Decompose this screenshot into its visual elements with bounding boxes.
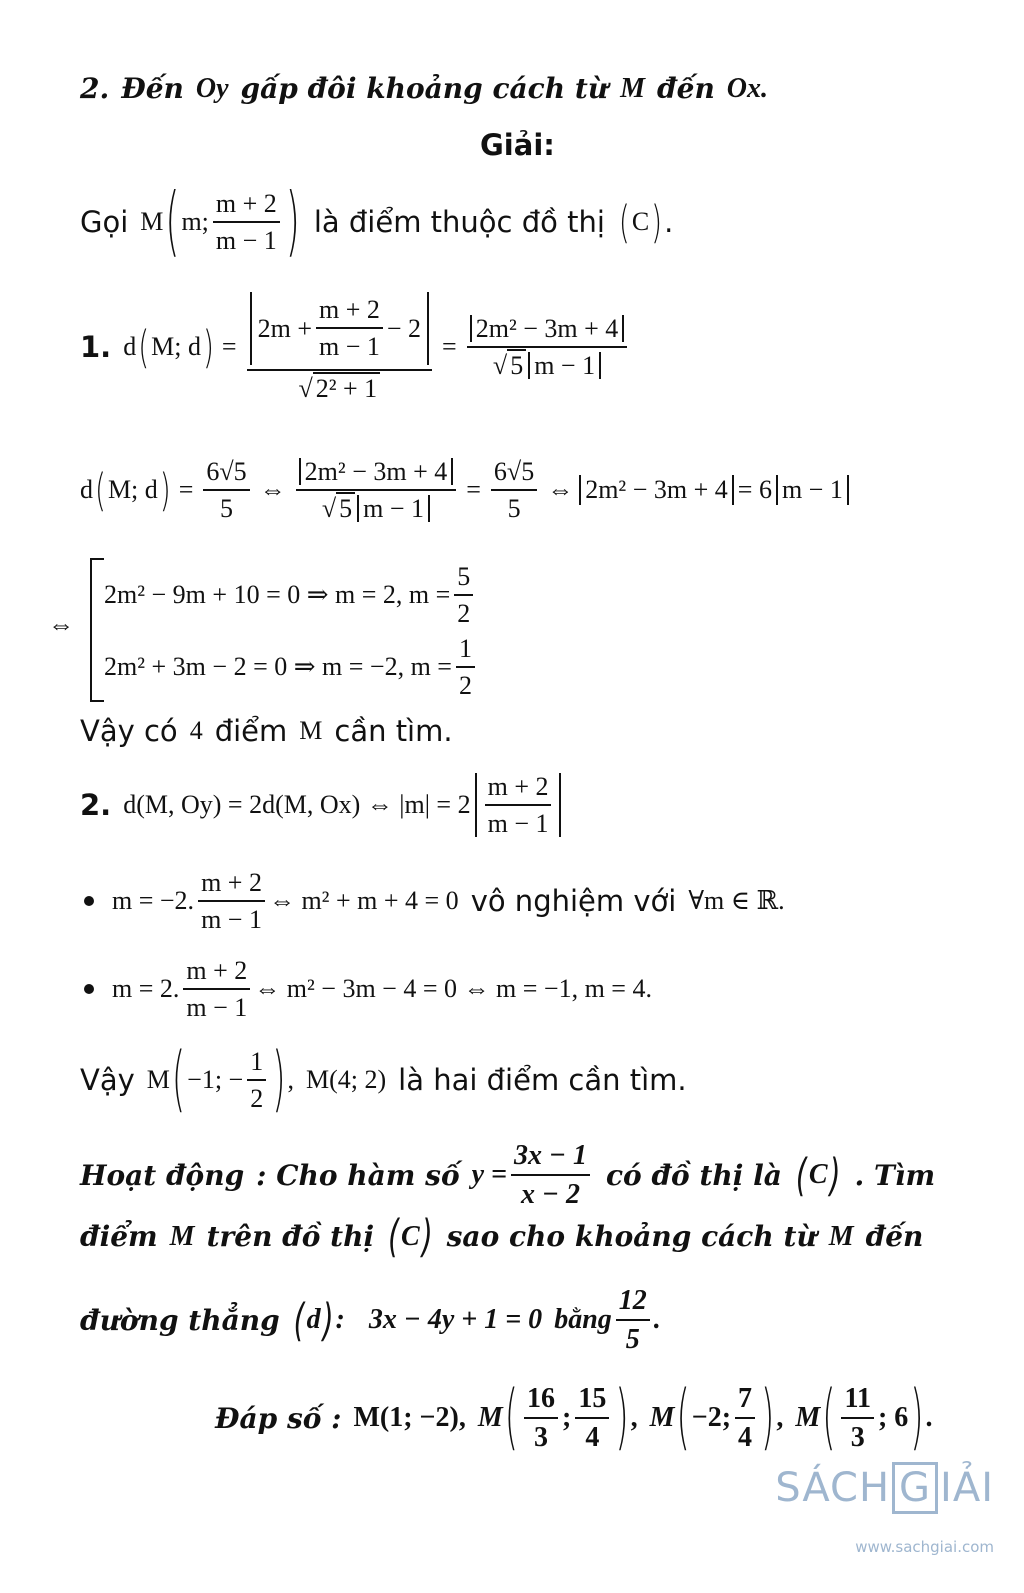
solution-label: Giải: bbox=[480, 128, 555, 162]
heading-text-3: đến bbox=[657, 72, 715, 105]
intro-line: Gọi M ( m; $\frac{m + 2}{m - 1}$ ) là điểm thuộc đồ thị ( C ) . bbox=[80, 178, 674, 266]
value-fraction-2: $\frac{6√5}{5}$ bbox=[491, 458, 537, 523]
activity-line-2: điểm M trên đồ thị ( C ) sao cho khoảng cách từ M đến bbox=[80, 1210, 924, 1263]
activity-line-1: Hoạt động : Cho hàm số y = $\frac{3x - 1}{x - 2}$ có đồ thị là ( C ) . Tìm bbox=[80, 1139, 936, 1210]
conclusion-2: Vậy M ( −1; − $\frac{1}{2}$ ) , M(4; 2) là hai điểm cần tìm. bbox=[80, 1038, 687, 1122]
part1-fraction: 2m + $\frac{m + 2}{m - 1}$ − 2 √ 2² + 1 bbox=[247, 292, 432, 402]
eq2-fraction: $\frac{\text{2m² − 3m + 4}}{√ 5 m - 1}$ bbox=[296, 458, 457, 523]
heading-m: M bbox=[620, 72, 646, 104]
heading-ox: Ox. bbox=[726, 72, 769, 104]
watermark-url: www.sachgiai.com bbox=[855, 1538, 994, 1556]
bullet-1: m = −2. $\frac{m + 2}{m - 1}$ ⇔ m² + m + 4 = 0 vô nghiệm với ∀m ∈ ℝ. bbox=[84, 864, 785, 938]
system-bracket bbox=[90, 558, 104, 702]
part2-equation: 2. d(M, Oy) = 2d(M, Ox) ⇔ |m| = 2 $\frac{m + 2}{m - 1}$ bbox=[80, 762, 561, 848]
value-fraction-1: $\frac{6√5}{5}$ bbox=[203, 458, 249, 523]
heading-text-2: gấp đôi khoảng cách từ bbox=[240, 72, 609, 105]
bullet-icon bbox=[84, 984, 94, 994]
heading-number: 2. bbox=[80, 72, 110, 105]
section-heading bbox=[80, 72, 768, 105]
bullet-icon bbox=[84, 896, 94, 906]
heading-oy: Oy bbox=[195, 72, 229, 104]
system-iff: ⇔ bbox=[48, 610, 74, 639]
part1-rhs-fraction: $\frac{\text{2m² − 3m + 4}}{√ 5 m - 1}$ bbox=[467, 315, 628, 380]
part1-distance: 1. d ( M; d ) = 2m + $\frac{m + 2}{m - 1}$ − 2 √ 2² + 1 = $\frac{\text{2m² − 3m + 4}}{√ 5 m - 1}$ bbox=[80, 282, 631, 412]
system-row-2: 2m² + 3m − 2 = 0 ⇒ m = −2, m = $\frac{1}{2}$ bbox=[104, 632, 479, 702]
intro-fraction: $\frac{m + 2}{m - 1}$ bbox=[213, 190, 280, 255]
watermark-logo: SÁCH G IẢI bbox=[775, 1462, 994, 1514]
answer-line: Đáp số : M(1; −2), M ( $\frac{16}{3}$ ; $\frac{15}{4}$ ) , M ( −2; $\frac{7}{4}$ ) , M ( $\frac{11}{3}$ ; 6 ) . bbox=[215, 1376, 933, 1460]
system-row-1: 2m² − 9m + 10 = 0 ⇒ m = 2, m = $\frac{5}{2}$ bbox=[104, 560, 477, 630]
heading-text-1: Đến bbox=[121, 72, 184, 105]
activity-line-3: đường thẳng ( d ) : 3x − 4y + 1 = 0 bằng $\frac{12}{5}$ . bbox=[80, 1284, 661, 1355]
bullet-2: m = 2. $\frac{m + 2}{m - 1}$ ⇔ m² − 3m − 4 = 0 ⇔ m = −1, m = 4. bbox=[84, 952, 652, 1026]
distance-equation: d ( M; d ) = $\frac{6√5}{5}$ ⇔ $\frac{\text{2m² − 3m + 4}}{√ 5 m - 1}$ = $\frac{6√5}{5}$ ⇔ 2m² − 3m + 4 = 6 m − 1 bbox=[80, 438, 849, 542]
conclusion-1: Vậy có 4 điểm M cần tìm. bbox=[80, 714, 453, 748]
